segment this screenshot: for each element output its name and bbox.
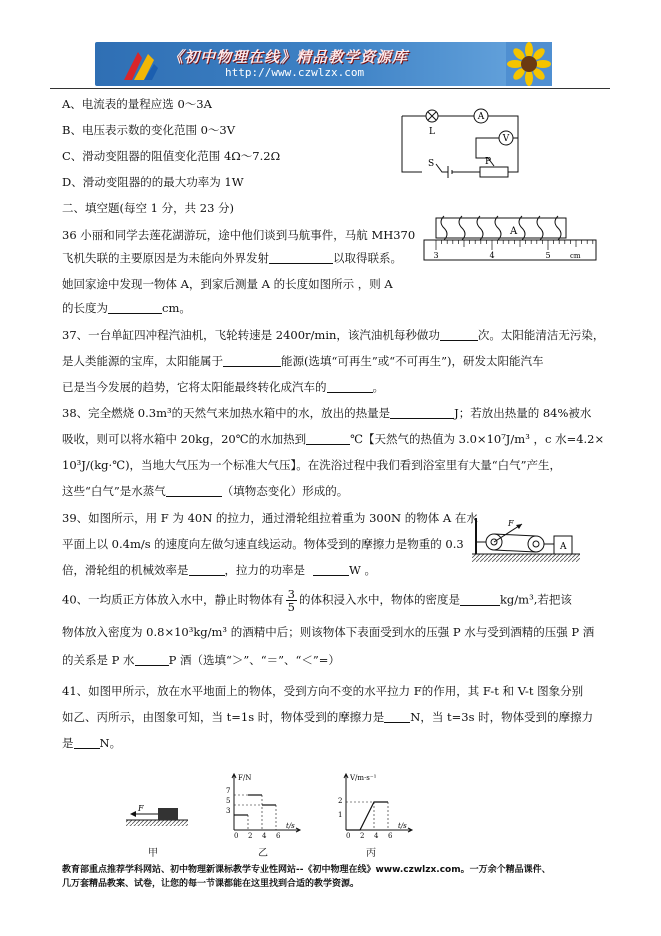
q39-line2: 平面上以 0.4m/s 的速度向左做匀速直线运动。物体受到的摩擦力是物重的 0.3 (62, 537, 464, 551)
bing-velocity-line (346, 802, 388, 830)
pulley-object-label: A (560, 542, 567, 552)
circuit-label-ammeter: A (477, 112, 485, 122)
q38-line3: 10³J/(kg·℃)，当地大气压为一个标准大气压】。在洗浴过程中我们看到浴室里有大量“白气”产生， (62, 458, 562, 472)
figure-yi-chart (222, 770, 306, 834)
q36-blank2[interactable] (108, 301, 162, 314)
figure-yi-ytick-3: 3 (226, 807, 231, 815)
figure-bing-ytick-1: 1 (338, 811, 343, 819)
q37-blank3[interactable] (327, 380, 373, 393)
q39-line3: 倍，滑轮组的机械效率是 ，拉力的功率是 W 。 (62, 563, 376, 577)
figure-yi-xlabel: t/s (286, 822, 295, 830)
q40-blank2[interactable] (135, 653, 169, 666)
circuit-label-rheostat: P (485, 157, 492, 167)
site-logo-icon (118, 46, 162, 84)
q36-line2: 飞机失联的主要原因是为未能向外界发射 以取得联系。 (62, 251, 402, 265)
q37-line1: 37、一台单缸四冲程汽油机，飞轮转速是 2400r/min，该汽油机每秒做功 次。太阳能清洁无污染， (62, 328, 605, 342)
figure-jia-force-label: F (138, 804, 144, 813)
q38-blank1[interactable] (390, 406, 454, 419)
circuit-diagram (396, 100, 526, 188)
q38-line4: 这些“白气”是水蒸气 （填物态变化）形成的。 (62, 484, 349, 498)
q41-blank1[interactable] (384, 710, 410, 723)
option-c: C、滑动变阻器的阻值变化范围 4Ω～7.2Ω (62, 149, 281, 163)
q36-line4: 的长度为 cm。 (62, 301, 191, 315)
figure-bing-caption: 丙 (366, 848, 376, 859)
option-a: A、电流表的量程应选 0～3A (62, 97, 212, 111)
q39-blank1[interactable] (189, 563, 225, 576)
q39-blank2[interactable] (313, 563, 349, 576)
q37-line2: 是人类能源的宝库，太阳能属于 能源(选填“可再生”或“不可再生”)，研发太阳能汽车 (62, 354, 544, 368)
footer-line2: 几万套精品教案、试卷，让您的每一节课都能在这里找到合适的教学资源。 (62, 879, 360, 889)
circuit-label-lamp: L (429, 127, 435, 137)
figure-yi-caption: 乙 (258, 848, 268, 859)
ruler-unit: cm (570, 252, 581, 260)
figure-yi-ytick-7: 7 (226, 787, 231, 795)
option-b: B、电压表示数的变化范围 0～3V (62, 123, 236, 137)
ruler-object-label: A (510, 226, 518, 237)
q41-line2: 如乙、丙所示，由图象可知，当 t=1s 时，物体受到的摩擦力是 N，当 t=3s 时，物体受到的摩擦力 (62, 710, 594, 724)
ruler-tick-5: 5 (545, 251, 551, 260)
q38-blank2[interactable] (306, 432, 350, 445)
q37-line3: 已是当今发展的趋势，它将太阳能最终转化成汽车的 。 (62, 380, 384, 394)
figure-bing-chart (334, 770, 418, 834)
figure-bing-xlabel: t/s (398, 822, 407, 830)
banner-url[interactable]: http://www.czwlzx.com (225, 66, 365, 79)
q41-line3: 是 N。 (62, 736, 122, 750)
figure-bing-ylabel: V/m·s⁻¹ (350, 774, 377, 782)
figure-bing-ytick-2: 2 (338, 797, 343, 805)
circuit-label-voltmeter: V (502, 134, 510, 144)
q38-line2: 吸收，则可以将水箱中 20kg，20℃的水加热到 ℃【天然气的热值为 3.0×10⁷J/m³ ，c 水=4.2× (62, 432, 605, 446)
q40-line1: 40、一均质正方体放入水中，静止时物体有 $\frac{3}{5}$ 的体积浸入水中，物体的密度是 kg/m³,若把该 (62, 587, 572, 614)
q38-line1: 38、完全燃烧 0.3m³的天然气来加热水箱中的水，放出的热量是 J；若放出热量的 84%被水 (62, 406, 592, 420)
figure-jia (124, 800, 194, 832)
ruler-tick-3: 3 (433, 251, 439, 260)
pulley-force-label: F (508, 519, 514, 528)
q37-blank2[interactable] (223, 354, 281, 367)
pulley-figure (472, 514, 582, 564)
q40-blank1[interactable] (460, 593, 500, 606)
section-heading: 二、填空题(每空 1 分，共 23 分) (62, 201, 235, 215)
figure-yi-ytick-5: 5 (226, 797, 231, 805)
q39-line1: 39、如图所示，用 F 为 40N 的拉力，通过滑轮组拉着重为 300N 的物体 A 在水 (62, 511, 478, 525)
q36-line3: 她回家途中发现一物体 A，到家后测量 A 的长度如图所示 ，则 A (62, 277, 393, 291)
q41-blank2[interactable] (74, 736, 100, 749)
q37-blank1[interactable] (440, 328, 478, 341)
q36-line1: 36 小丽和同学去莲花湖游玩，途中他们谈到马航事件，马航 MH370 (62, 228, 416, 242)
figure-jia-caption: 甲 (148, 848, 158, 859)
option-d: D、滑动变阻器的的最大功率为 1W (62, 175, 244, 189)
q38-blank3[interactable] (166, 484, 222, 497)
ruler-figure (422, 212, 598, 266)
circuit-label-switch: S (428, 159, 435, 169)
q36-blank1[interactable] (269, 251, 333, 264)
banner-title: 《初中物理在线》精品教学资源库 (168, 48, 409, 66)
footer-line1: 教育部重点推荐学科网站、初中物理新课标教学专业性网站--《初中物理在线》www.czwlzx.com。一万余个精品课件、 (62, 865, 551, 875)
figure-yi-ylabel: F/N (238, 774, 252, 782)
sunflower-icon (506, 42, 552, 86)
q40-fraction: $\frac{3}{5}$ (287, 587, 295, 614)
q40-line3: 的关系是 P 水 P 酒（选填“＞”、“＝”、“＜”=） (62, 653, 340, 667)
ruler-tick-4: 4 (489, 251, 495, 260)
q41-line1: 41、如图甲所示，放在水平地面上的物体，受到方向不变的水平拉力 F的作用，其 F-t 和 V-t 图象分别 (62, 684, 584, 698)
q40-line2: 物体放入密度为 0.8×10³kg/m³ 的酒精中后；则该物体下表面受到水的压强 P 水与受到酒精的压强 P 酒 (62, 625, 595, 639)
header-rule (50, 88, 610, 89)
